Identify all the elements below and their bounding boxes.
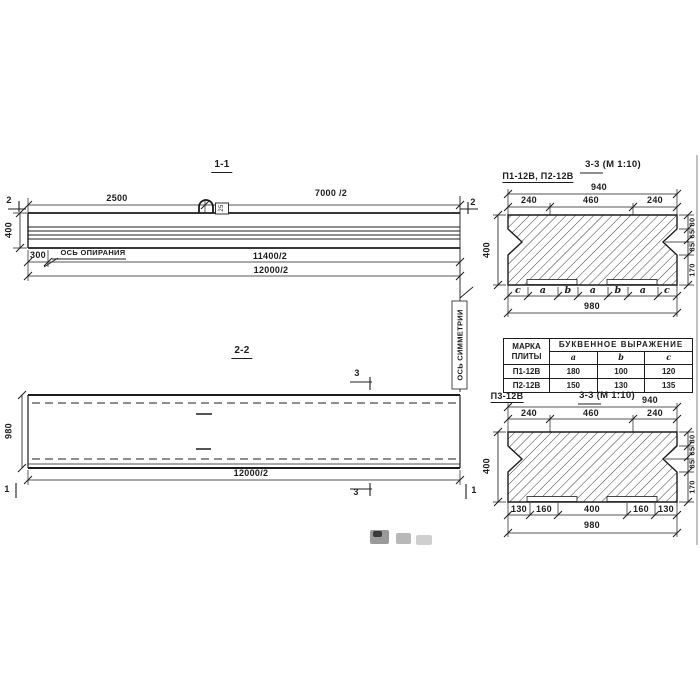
section-1-1-view bbox=[6, 195, 478, 485]
dim-240-left-top: 240 bbox=[521, 195, 537, 205]
letter-a-1: a bbox=[539, 285, 547, 296]
section-3-3-bottom-title: 3-3 (М 1:10) bbox=[579, 390, 635, 401]
dim-460-top: 460 bbox=[583, 195, 599, 205]
cut-marker-1-left: 1 bbox=[4, 484, 10, 494]
section-3-3-bottom bbox=[493, 403, 697, 537]
cut-marker-2-right: 2 bbox=[470, 197, 476, 207]
loop-tag: 25 bbox=[219, 204, 225, 212]
dim-85-top: 85 bbox=[687, 242, 697, 252]
dim-85-bot: 85 bbox=[687, 459, 697, 469]
letter-a-2: a bbox=[589, 285, 597, 296]
plate-marks-table bbox=[503, 338, 693, 393]
section-2-2-view bbox=[16, 377, 466, 499]
lifting-loop-icon bbox=[199, 200, 213, 213]
dim-980-sec-top: 980 bbox=[584, 301, 600, 311]
table-cell-c: 135 bbox=[645, 379, 693, 393]
dim-400-mid: 400 bbox=[584, 504, 600, 514]
section-1-1-title: 1-1 bbox=[211, 160, 232, 173]
dim-240-left-bot: 240 bbox=[521, 408, 537, 418]
dim-170-top: 170 bbox=[687, 263, 697, 277]
table-header-mark-line1: МАРКА bbox=[512, 342, 541, 352]
scan-smudge bbox=[416, 535, 432, 545]
letter-a-3: a bbox=[639, 285, 647, 296]
dim-300: 300 bbox=[30, 250, 46, 260]
table-subheader-a: a bbox=[550, 352, 598, 365]
cut-marker-1-right: 1 bbox=[471, 485, 477, 495]
dim-130-right: 130 bbox=[658, 504, 674, 514]
dim-170-bot: 170 bbox=[687, 480, 697, 494]
table-subheader-c: c bbox=[645, 352, 693, 365]
dim-65-bot: 65 bbox=[687, 446, 697, 456]
dim-65-top: 65 bbox=[687, 229, 697, 239]
support-axis-label: ОСЬ ОПИРАНИЯ bbox=[60, 248, 126, 257]
dim-980-sec-bot: 980 bbox=[584, 520, 600, 530]
table-subheader-b: b bbox=[597, 352, 645, 365]
dim-400-sec-top: 400 bbox=[481, 242, 492, 258]
cut-marker-3-top: 3 bbox=[354, 368, 360, 378]
table-cell-a: 150 bbox=[550, 379, 598, 393]
dim-940-bottom: 940 bbox=[642, 395, 658, 405]
dim-80-top: 80 bbox=[687, 217, 697, 227]
dim-12000-2-elevation: 12000/2 bbox=[253, 265, 289, 275]
scan-smudge bbox=[396, 533, 411, 544]
plate-mark-p3-label: П3-12В bbox=[490, 391, 524, 401]
dim-160-right: 160 bbox=[633, 504, 649, 514]
dim-11400-2: 11400/2 bbox=[252, 251, 288, 261]
table-header-mark-line2: ПЛИТЫ bbox=[511, 351, 542, 361]
table-cell-b: 130 bbox=[597, 379, 645, 393]
symmetry-axis-label: ОСЬ СИММЕТРИИ bbox=[455, 309, 465, 381]
table-header-mark bbox=[504, 339, 550, 365]
table-cell-b: 100 bbox=[597, 365, 645, 379]
dim-240-right-top: 240 bbox=[647, 195, 663, 205]
table-cell-a: 180 bbox=[550, 365, 598, 379]
table-cell-c: 120 bbox=[645, 365, 693, 379]
dim-940-top: 940 bbox=[591, 182, 607, 192]
letter-c-2: c bbox=[663, 285, 671, 296]
dim-400-section1: 400 bbox=[3, 222, 14, 238]
letter-c-1: c bbox=[514, 285, 522, 296]
letter-b-2: b bbox=[614, 285, 622, 296]
dim-7000-2: 7000 /2 bbox=[314, 188, 348, 198]
dim-240-right-bot: 240 bbox=[647, 408, 663, 418]
dim-130-left: 130 bbox=[511, 504, 527, 514]
cut-marker-2-left: 2 bbox=[6, 195, 12, 205]
dim-12000-2-plan: 12000/2 bbox=[233, 468, 269, 478]
table-cell-mark: П1-12В bbox=[504, 365, 550, 379]
plate-marks-subtitle: П1-12В, П2-12В bbox=[502, 171, 574, 181]
dim-160-left: 160 bbox=[536, 504, 552, 514]
table-cell-mark: П2-12В bbox=[504, 379, 550, 393]
table-header-expression: БУКВЕННОЕ ВЫРАЖЕНИЕ bbox=[550, 339, 693, 352]
dim-2500: 2500 bbox=[106, 193, 128, 203]
section-2-2-title: 2-2 bbox=[231, 346, 252, 359]
letter-b-1: b bbox=[564, 285, 572, 296]
dim-80-bot: 80 bbox=[687, 434, 697, 444]
cut-marker-3-bottom: 3 bbox=[353, 487, 359, 497]
section-3-3-top-title: 3-3 (М 1:10) bbox=[585, 159, 641, 170]
table-row bbox=[504, 365, 693, 379]
dim-400-sec-bot: 400 bbox=[481, 458, 492, 474]
scan-smudge-dark bbox=[373, 531, 382, 537]
dim-980-plan: 980 bbox=[3, 423, 14, 439]
dim-460-bot: 460 bbox=[583, 408, 599, 418]
